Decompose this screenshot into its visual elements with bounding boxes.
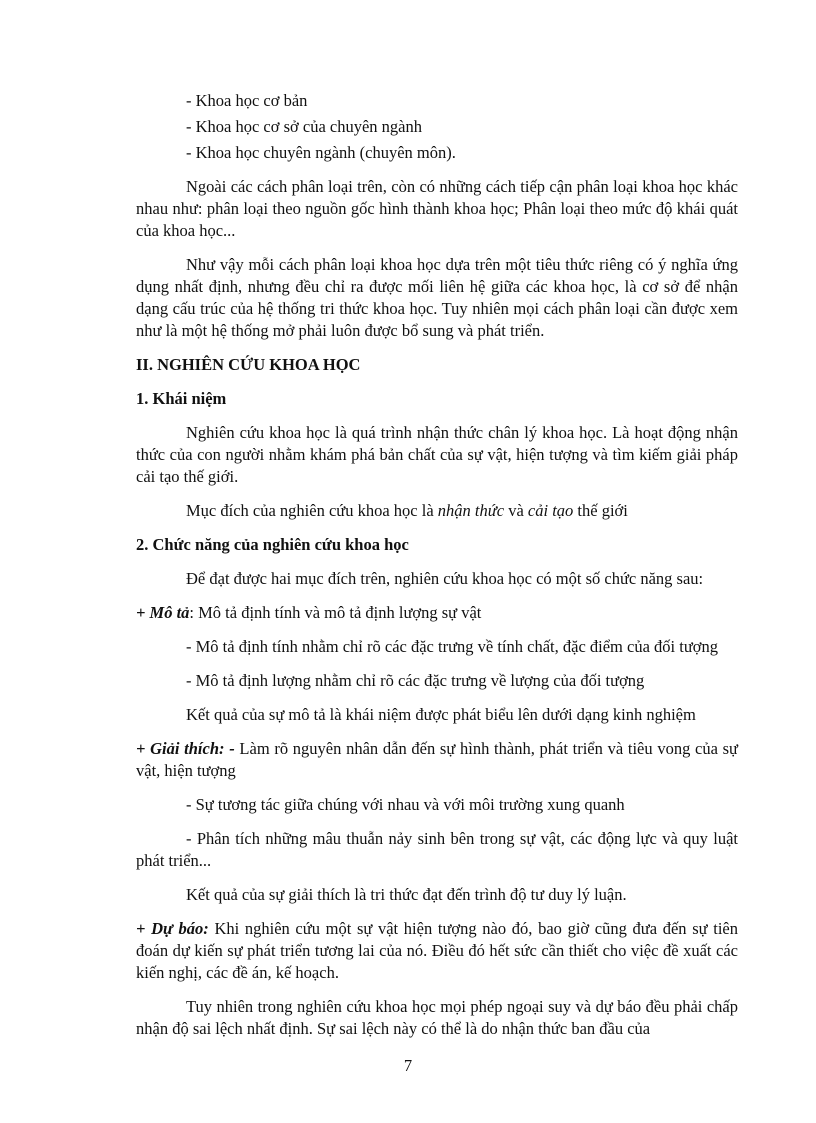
- paragraph-description-result: Kết quả của sự mô tả là khái niệm được phát biểu lên dưới dạng kinh nghiệm: [186, 705, 696, 724]
- paragraph-summary: Như vậy mỗi cách phân loại khoa học dựa trên một tiêu thức riêng có ý nghĩa ứng dụng nhất định, nhưng đều chỉ ra được mối liên hệ giữa các khoa học, là cơ sở để nhận dạng cấu trúc của hệ thống tri thức khoa học. Tuy nhiên mọi cách phân loại cần được xem như là một hệ thống mở phải luôn được bổ sung và phát triển.: [136, 255, 738, 340]
- paragraph-forecast-error: Tuy nhiên trong nghiên cứu khoa học mọi phép ngoại suy và dự báo đều phải chấp nhận độ sai lệch nhất định. Sự sai lệch này có thể là do nhận thức ban đầu của: [136, 997, 738, 1038]
- page-number: 7: [403, 1056, 413, 1075]
- section-title: II. NGHIÊN CỨU KHOA HỌC: [136, 355, 361, 374]
- description-text: : Mô tả định tính và mô tả định lượng sự vật: [189, 603, 482, 622]
- page-body: [136, 90, 738, 1052]
- heading-concept: 1. Khái niệm: [136, 389, 227, 408]
- list-item-basic: - Khoa học cơ bản: [186, 91, 308, 110]
- paragraph-explanation-result: Kết quả của sự giải thích là tri thức đạt đến trình độ tư duy lý luận.: [186, 885, 627, 904]
- paragraph-other-approaches: Ngoài các cách phân loại trên, còn có những cách tiếp cận phân loại khoa học khác nhau như: phân loại theo nguồn gốc hình thành khoa học; Phân loại theo mức độ khái quát của khoa học...: [136, 177, 738, 240]
- paragraph-purpose: [136, 500, 738, 522]
- list-item-foundation: - Khoa học cơ sở của chuyên ngành: [186, 117, 422, 136]
- paragraph-interaction: - Sự tương tác giữa chúng với nhau và với môi trường xung quanh: [186, 795, 625, 814]
- paragraph-description: [136, 602, 738, 624]
- paragraph-contradictions: - Phân tích những mâu thuẫn nảy sinh bên trong sự vật, các động lực và quy luật phát triển...: [136, 829, 738, 870]
- purpose-em-cognition: nhận thức: [437, 501, 505, 520]
- paragraph-qualitative: - Mô tả định tính nhằm chỉ rõ các đặc trưng về tính chất, đặc điểm của đối tượng: [186, 637, 718, 656]
- list-item-specialized: - Khoa học chuyên ngành (chuyên môn).: [186, 143, 456, 162]
- purpose-text-c: thế giới: [573, 501, 628, 520]
- label-description: + Mô tả: [136, 603, 190, 622]
- forecast-text: Khi nghiên cứu một sự vật hiện tượng nào đó, bao giờ cũng đưa đến sự tiên đoán dự kiến sự phát triển tương lai của nó. Điều đó hết sức cần thiết cho việc đề xuất các kiến nghị, các đề án, kế hoạch.: [136, 919, 738, 982]
- paragraph-explanation: [136, 738, 738, 782]
- paragraph-concept: Nghiên cứu khoa học là quá trình nhận thức chân lý khoa học. Là hoạt động nhận thức của con người nhằm khám phá bản chất của sự vật, hiện tượng và tìm kiếm giải pháp cải tạo thế giới.: [136, 423, 738, 486]
- purpose-text-b: và: [504, 501, 528, 520]
- purpose-em-transform: cải tạo: [527, 501, 574, 520]
- label-explanation: + Giải thích: -: [136, 739, 235, 758]
- paragraph-forecast: [136, 918, 738, 984]
- explanation-text: Làm rõ nguyên nhân dẫn đến sự hình thành, phát triển và tiêu vong của sự vật, hiện tượng: [136, 739, 738, 780]
- label-forecast: + Dự báo:: [136, 919, 209, 938]
- heading-functions: 2. Chức năng của nghiên cứu khoa học: [136, 535, 409, 554]
- purpose-text-a: Mục đích của nghiên cứu khoa học là: [186, 501, 438, 520]
- paragraph-quantitative: - Mô tả định lượng nhằm chỉ rõ các đặc trưng về lượng của đối tượng: [186, 671, 645, 690]
- paragraph-functions-intro: Để đạt được hai mục đích trên, nghiên cứu khoa học có một số chức năng sau:: [186, 569, 704, 588]
